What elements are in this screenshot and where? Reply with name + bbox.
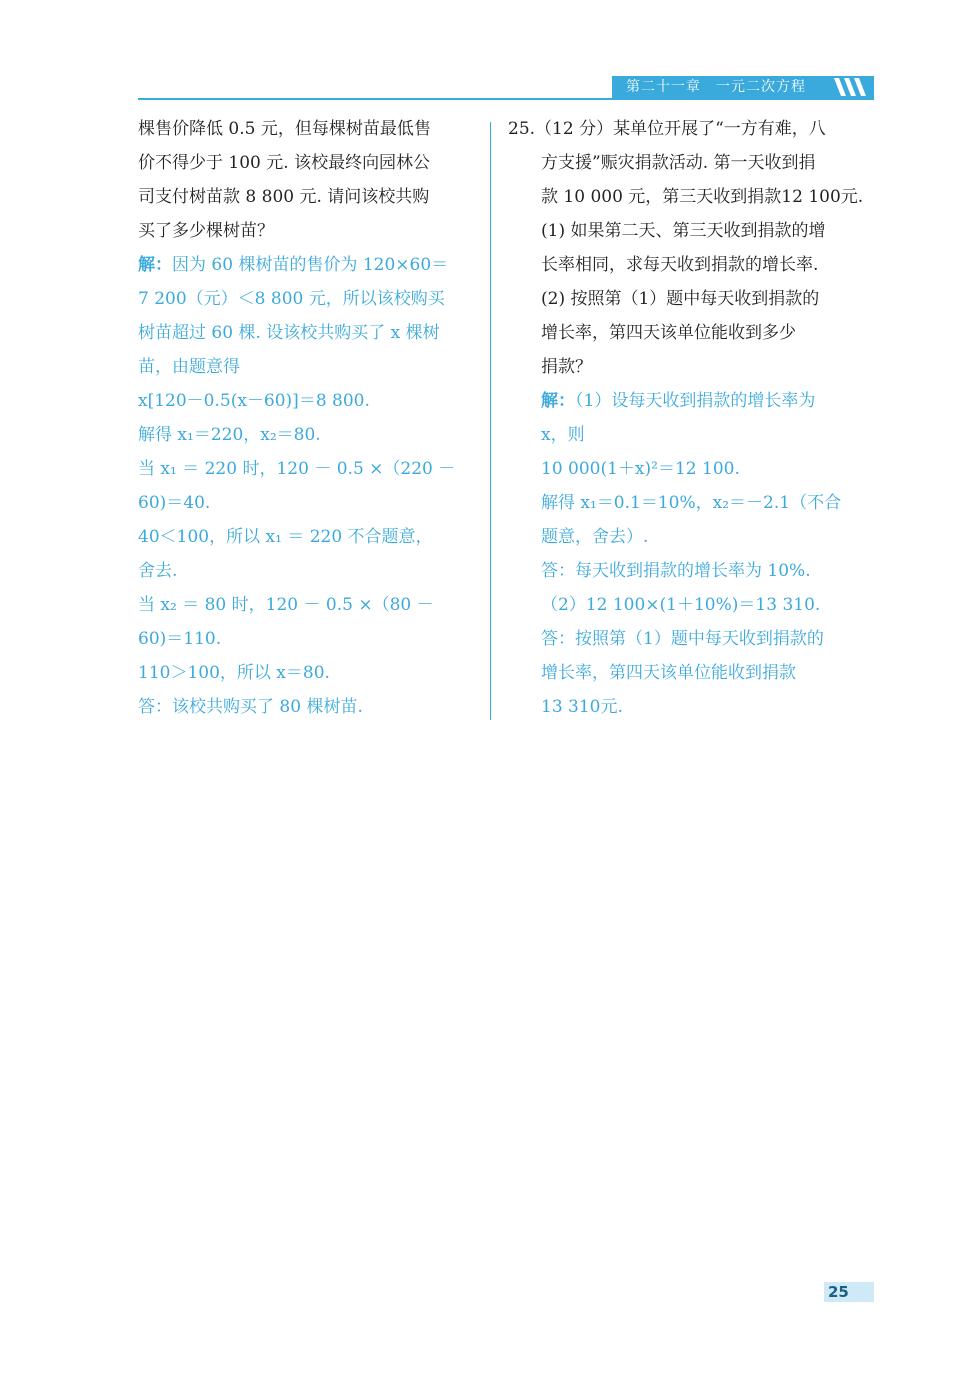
solution-line bbox=[138, 248, 474, 282]
solution-line: x，则 bbox=[541, 425, 585, 445]
solution-line: 解得 x₁＝220，x₂＝80. bbox=[138, 425, 321, 445]
problem-line: 买了多少棵树苗？ bbox=[138, 221, 274, 241]
solution-line: 110＞100，所以 x＝80. bbox=[138, 663, 330, 683]
problem-line: 棵售价降低 0.5 元，但每棵树苗最低售 bbox=[138, 119, 431, 139]
solution-line: 60)＝40. bbox=[138, 493, 211, 513]
problem-line: 司支付树苗款 8 800 元. 请问该校共购 bbox=[138, 187, 430, 207]
right-column bbox=[508, 112, 874, 724]
solution-line: 增长率，第四天该单位能收到捐款 bbox=[541, 663, 796, 683]
solution-line: 10 000(1＋x)²＝12 100. bbox=[541, 459, 740, 479]
chapter-title: 第二十一章 一元二次方程 bbox=[626, 79, 806, 95]
solution-label: 解： bbox=[138, 255, 172, 275]
problem-line: 25.（12 分）某单位开展了“一方有难，八 bbox=[508, 119, 826, 139]
problem-line: 长率相同，求每天收到捐款的增长率. bbox=[541, 255, 819, 275]
solution-line: 答：按照第（1）题中每天收到捐款的 bbox=[541, 629, 824, 649]
solution-line: 解得 x₁＝0.1＝10%，x₂＝－2.1（不合 bbox=[541, 493, 842, 513]
solution-line: 苗，由题意得 bbox=[138, 357, 240, 377]
solution-line: 60)＝110. bbox=[138, 629, 222, 649]
solution-text: （1）设每天收到捐款的增长率为 bbox=[575, 391, 816, 411]
problem-line: 价不得少于 100 元. 该校最终向园林公 bbox=[138, 153, 431, 173]
solution-line: 当 x₂ ＝ 80 时，120 － 0.5 ×（80 － bbox=[138, 595, 434, 615]
solution-text: 因为 60 棵树苗的售价为 120×60＝ bbox=[172, 255, 449, 275]
solution-line: （2）12 100×(1＋10%)＝13 310. bbox=[541, 595, 821, 615]
solution-line: 答：每天收到捐款的增长率为 10%. bbox=[541, 561, 811, 581]
solution-line: 舍去. bbox=[138, 561, 178, 581]
page-number-badge bbox=[824, 1282, 874, 1302]
left-column bbox=[138, 112, 474, 724]
solution-line: 当 x₁ ＝ 220 时，120 － 0.5 ×（220 － bbox=[138, 459, 456, 479]
problem-line: 方支援”赈灾捐款活动. 第一天收到捐 bbox=[541, 153, 816, 173]
solution-line: 13 310元. bbox=[541, 697, 623, 717]
problem-line: 增长率，第四天该单位能收到多少 bbox=[541, 323, 796, 343]
solution-line: x[120－0.5(x－60)]＝8 800. bbox=[138, 391, 370, 411]
problem-line: 款 10 000 元，第三天收到捐款12 100元. bbox=[541, 187, 864, 207]
problem-line: (2) 按照第（1）题中每天收到捐款的 bbox=[541, 289, 820, 309]
solution-line: 题意，舍去）. bbox=[541, 527, 649, 547]
solution-line: 40＜100，所以 x₁ ＝ 220 不合题意， bbox=[138, 527, 433, 547]
problem-line: (1) 如果第二天、第三天收到捐款的增 bbox=[541, 221, 826, 241]
solution-line bbox=[508, 384, 874, 418]
header-rule bbox=[138, 98, 874, 100]
problem-line: 捐款？ bbox=[541, 357, 592, 377]
solution-line: 7 200（元）＜8 800 元，所以该校购买 bbox=[138, 289, 445, 309]
solution-line: 树苗超过 60 棵. 设该校共购买了 x 棵树 bbox=[138, 323, 440, 343]
page-number: 25 bbox=[828, 1283, 849, 1301]
column-divider bbox=[490, 122, 491, 720]
solution-line: 答：该校共购买了 80 棵树苗. bbox=[138, 697, 363, 717]
solution-label: 解： bbox=[541, 391, 575, 411]
chapter-stripes-icon bbox=[830, 76, 874, 98]
